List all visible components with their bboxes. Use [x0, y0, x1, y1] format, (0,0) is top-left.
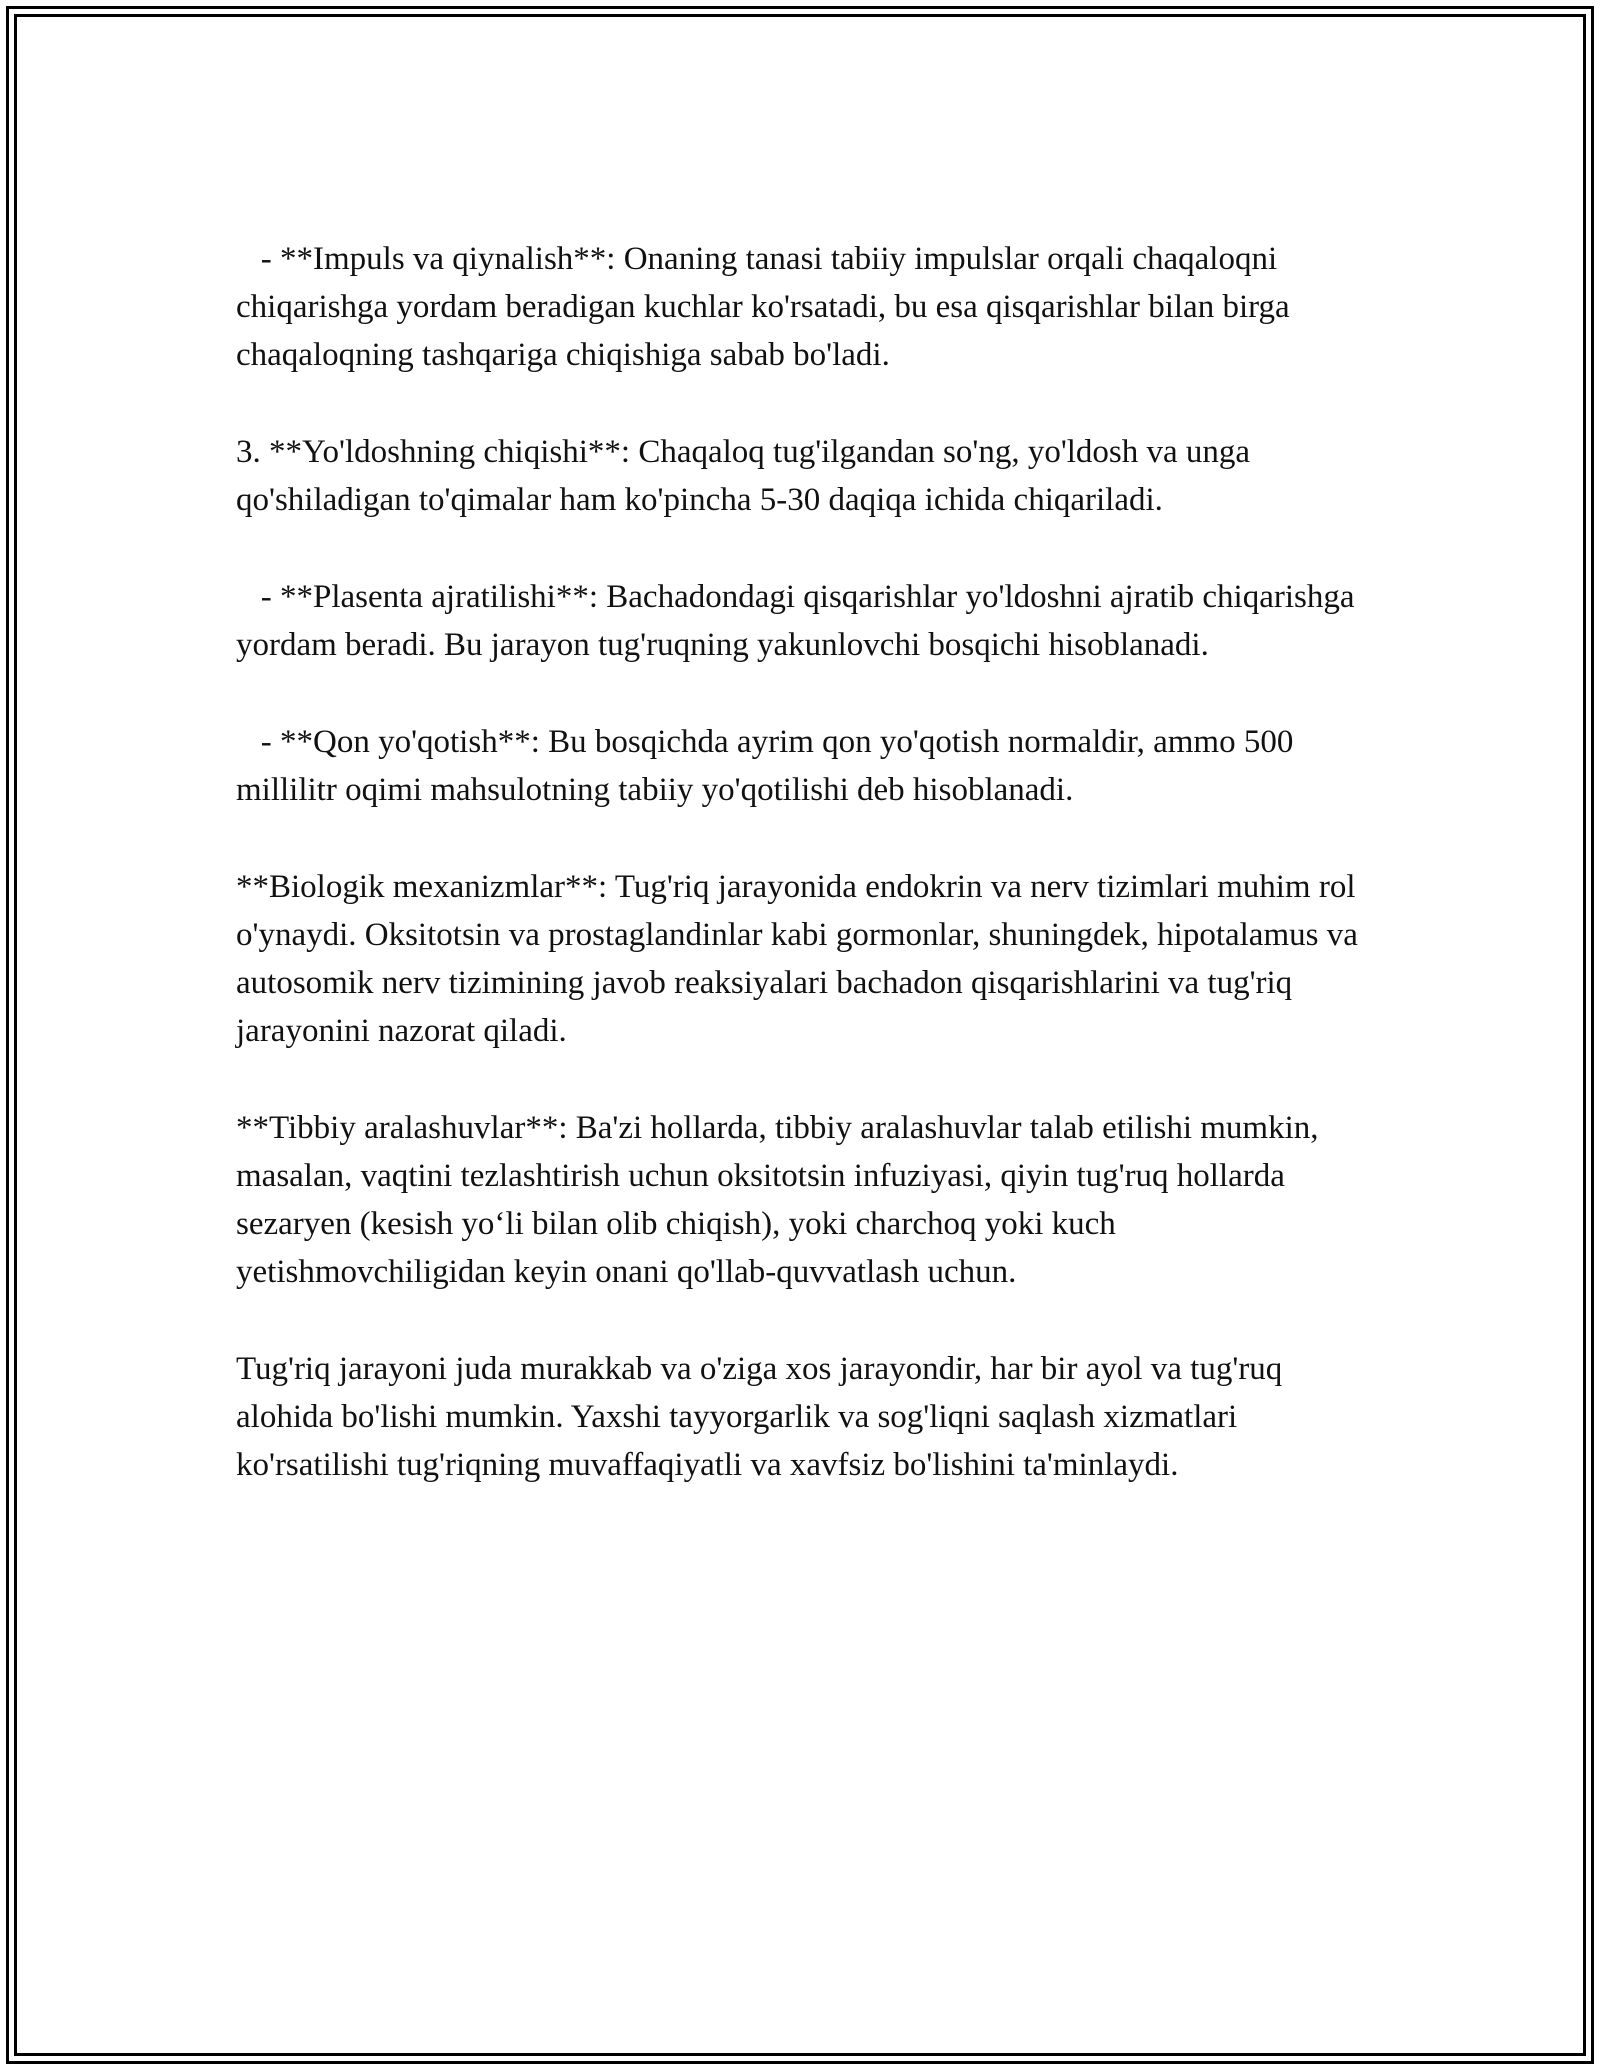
paragraph-biologik-mexanizmlar: **Biologik mexanizmlar**: Tug'riq jarayonida endokrin va nerv tizimlari muhim rol o'ynaydi. Oksitotsin va prostaglandinlar kabi gormonlar, shuningdek, hipotalamus va autosomik nerv tizimining javob reaksiyalari bachadon qisqarishlarini va tug'riq jarayonini nazorat qiladi.	[236, 869, 1367, 1049]
document-body	[236, 235, 1386, 1489]
paragraph-tibbiy-aralashuvlar: **Tibbiy aralashuvlar**: Ba'zi hollarda, tibbiy aralashuvlar talab etilishi mumkin, masalan, vaqtini tezlashtirish uchun oksitotsin infuziyasi, qiyin tug'ruq hollarda sezaryen (kesish yo‘li bilan olib chiqish), yoki charchoq yoki kuch yetishmovchiligidan keyin onani qo'llab-quvvatlash uchun.	[236, 1110, 1327, 1290]
paragraph-qon-yoqotish: - **Qon yo'qotish**: Bu bosqichda ayrim qon yo'qotish normaldir, ammo 500 millilitr oqimi mahsulotning tabiiy yo'qotilishi deb hisoblanadi.	[236, 724, 1302, 808]
paragraph-plasenta: - **Plasenta ajratilishi**: Bachadondagi qisqarishlar yo'ldoshni ajratib chiqarishga yordam beradi. Bu jarayon tug'ruqning yakunlovchi bosqichi hisoblanadi.	[236, 579, 1363, 663]
paragraph-impuls: - **Impuls va qiynalish**: Onaning tanasi tabiiy impulslar orqali chaqaloqni chiqarishga yordam beradigan kuchlar ko'rsatadi, bu esa qisqarishlar bilan birga chaqaloqning tashqariga chiqishiga sabab bo'ladi.	[236, 241, 1298, 373]
paragraph-yoldosh-chiqishi: 3. **Yo'ldoshning chiqishi**: Chaqaloq tug'ilgandan so'ng, yo'ldosh va unga qo'shiladigan to'qimalar ham ko'pincha 5-30 daqiqa ichida chiqariladi.	[236, 434, 1259, 518]
paragraph-conclusion: Tug'riq jarayoni juda murakkab va o'ziga xos jarayondir, har bir ayol va tug'ruq alohida bo'lishi mumkin. Yaxshi tayyorgarlik va sog'liqni saqlash xizmatlari ko'rsatilishi tug'riqning muvaffaqiyatli va xavfsiz bo'lishini ta'minlaydi.	[236, 1351, 1291, 1483]
